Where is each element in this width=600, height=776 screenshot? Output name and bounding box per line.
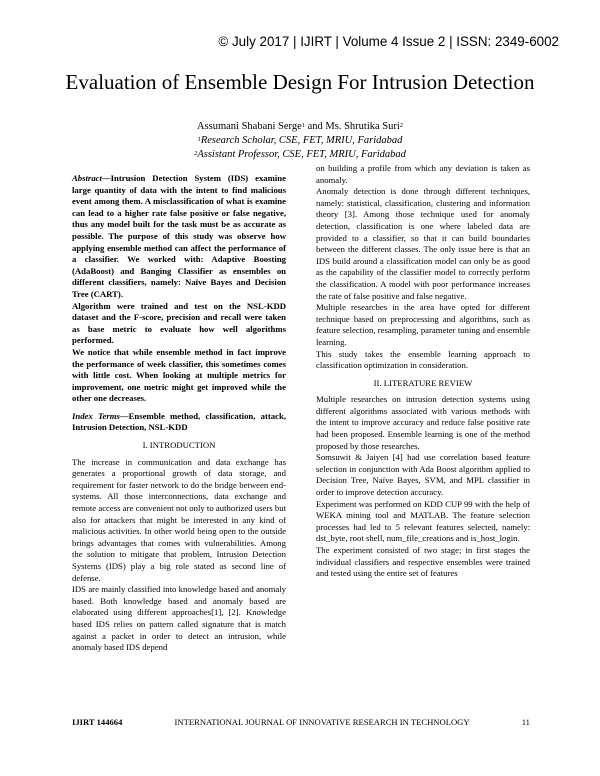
right-column xyxy=(316,163,530,580)
author-names xyxy=(0,120,600,134)
section-heading-introduction: I. INTRODUCTION xyxy=(142,440,216,451)
affiliation-1-text: Research Scholar, CSE, FET, MRIU, Faridabad xyxy=(200,135,403,146)
affiliation-1 xyxy=(0,134,600,148)
abstract-label: Abstract— xyxy=(72,173,111,183)
author-2: and Ms. Shrutika Suri xyxy=(305,121,400,132)
footer-journal-name: INTERNATIONAL JOURNAL OF INNOVATIVE RESEARCH IN TECHNOLOGY xyxy=(174,717,470,727)
author-1: Assumani Shabani Serge xyxy=(196,121,302,132)
index-terms-label: Index Terms— xyxy=(72,410,129,421)
review-paragraph-4: The experiment consisted of two stage; in first stages the individual classifiers and respective ensembles were trained and tested using the entire set of features xyxy=(316,545,530,579)
journal-header: © July 2017 | IJIRT | Volume 4 Issue 2 | ISSN: 2349-6002 xyxy=(218,34,559,49)
right-paragraph-3: Multiple researches in the area have opted for different technique based on preprocessing and algorithms, such as feature selection, resampling, parameter tuning and ensemble learning. xyxy=(316,302,530,347)
review-paragraph-3: Experiment was performed on KDD CUP 99 with the help of WEKA mining tool and MATLAB. The feature selection processes had led to 5 relevant features selected, namely: dst_byte, root shell, num_file_creations and is_host_login. xyxy=(316,498,530,544)
affiliation-2-mark: 2 xyxy=(194,150,198,157)
affiliation-1-mark: 1 xyxy=(197,136,201,143)
review-paragraph-1: Multiple researches on intrusion detection systems using different algorithms associated with various methods with the intent to improve accuracy and reduce false positive rate had been proposed. Ensemble learning is one of the method proposed by those researches. xyxy=(316,394,530,451)
affiliation-2 xyxy=(0,148,600,162)
intro-paragraph-2: IDS are mainly classified into knowledge based and anomaly based. Both knowledge based and anomaly based are elaborated using different approaches[1], [2]. Knowledge based IDS relies on pattern called signature that is match against a packet in order to detect an intrusion, while anomaly based IDS depend xyxy=(72,584,286,653)
paper-title: Evaluation of Ensemble Design For Intrusion Detection xyxy=(65,70,535,94)
review-paragraph-2: Somsuwit & Jaiyen [4] had use correlation based feature selection in conjunction with Ada Boost algorithm applied to Decision Tree, Naïve Bayes, SVM, and MPL classifier in order to improve detection accuracy. xyxy=(316,452,530,498)
right-paragraph-4: This study takes the ensemble learning approach to classification optimization in consideration. xyxy=(316,348,530,371)
page-footer xyxy=(72,717,530,727)
abstract-text-1: Intrusion Detection System (IDS) examine large quantity of data with the intent to find malicious event among them. A misclassification of what is examine can lead to a higher rate false positive or false negative, thus any model built for the task must be as accurate as possible. The purpose of this study was observe how applying ensemble method can affect the performance of a classifier. We worked with: Adaptive Boosting (AdaBoost) and Banging Classifier as ensembles on different classifiers, namely: Naïve Bayes and Decision Tree (CART). xyxy=(72,173,286,299)
section-heading-literature-review: II. LITERATURE REVIEW xyxy=(373,377,473,388)
index-terms-text: Ensemble method, classification, attack, Intrusion Detection, NSL-KDD xyxy=(72,410,287,433)
right-paragraph-1: on building a profile from which any deviation is taken as anomaly. xyxy=(316,163,530,185)
abstract-text-2: Algorithm were trained and test on the NSL-KDD dataset and the F-score, precision and recall were taken as base metric to evaluate how well algorithms performed. xyxy=(72,300,286,346)
right-paragraph-2: Anomaly detection is done through different techniques, namely: statistical, classification, clustering and information theory [3]. Among those technique used for anomaly detection, classification is one where labeled data are provided to a classifier, so that it can build boundaries between the different classes. The only issue here is that an IDS build around a classification model can only be as good as the capability of the classifier model to correctly perform the classification. A model with poor performance increases the rate of false positive and false negative. xyxy=(316,186,530,301)
intro-paragraph-1: The increase in communication and data exchange has generates a proportional growth of data storage, and requirement for faster network to do the bridge between end-systems. All those interconnections, data exchange and remote access are convenient not only to authorized users but also for attackers that might be interested in any kind of malicious activities. In other world being open to the outside brings advantages that comes with vulnerabilities. Among the solution to mitigate that problem, Intrusion Detection Systems (IDS) play a big role stated as second line of defense. xyxy=(72,456,286,583)
author-block xyxy=(0,120,600,162)
footer-paper-id: IJIRT 144664 xyxy=(72,717,123,727)
author-1-mark: 1 xyxy=(301,122,305,129)
abstract xyxy=(72,173,286,301)
affiliation-2-text: Assistant Professor, CSE, FET, MRIU, Faridabad xyxy=(197,149,406,160)
left-column xyxy=(72,173,286,654)
index-terms xyxy=(72,411,286,434)
page-number: 11 xyxy=(521,717,530,727)
abstract-text-3: We notice that while ensemble method in fact improve the performance of week classifier, this sometimes comes with little cost. When looking at multiple metrics for improvement, one metric might get improved while the other one decreases. xyxy=(72,346,286,404)
author-2-mark: 2 xyxy=(399,122,404,129)
